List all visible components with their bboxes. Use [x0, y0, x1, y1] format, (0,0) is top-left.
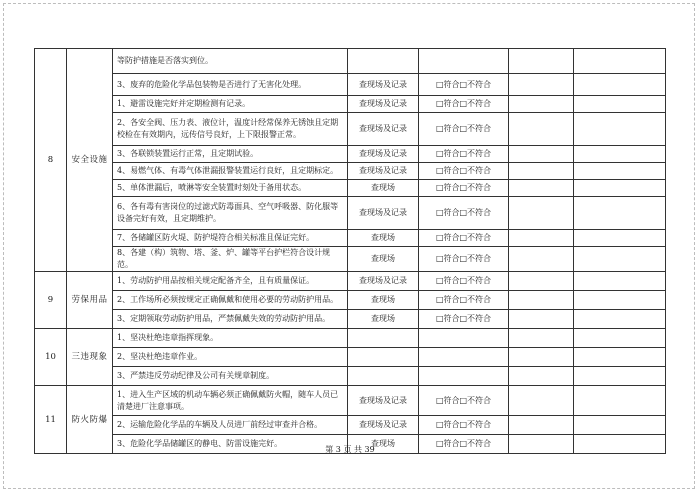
check-item: 1、避雷设施完好并定期检测有记录。	[113, 96, 348, 113]
check-result: □符合□不符合	[419, 310, 509, 329]
table-row	[35, 272, 666, 291]
blank-cell	[574, 146, 666, 163]
page-footer: 第 3 页 共 39	[325, 445, 375, 454]
check-item: 等防护措施是否落实到位。	[113, 49, 348, 74]
check-method: 查现场及记录	[348, 74, 419, 96]
check-result	[419, 367, 509, 386]
check-method: 查现场及记录	[348, 96, 419, 113]
check-method: 查现场	[348, 180, 419, 197]
blank-cell	[574, 272, 666, 291]
blank-cell	[509, 310, 574, 329]
table-row	[35, 113, 666, 146]
blank-cell	[574, 49, 666, 74]
table-row	[35, 49, 666, 74]
blank-cell	[574, 329, 666, 348]
blank-cell	[574, 74, 666, 96]
section-category: 三违现象	[67, 329, 113, 386]
blank-cell	[574, 386, 666, 416]
check-method: 查现场及记录	[348, 163, 419, 180]
check-item: 4、易燃气体、有毒气体泄漏报警装置运行良好，且定期标定。	[113, 163, 348, 180]
table-row	[35, 416, 666, 435]
table-row	[35, 180, 666, 197]
blank-cell	[509, 180, 574, 197]
blank-cell	[509, 272, 574, 291]
check-item: 3、危险化学品储罐区的静电、防雷设施完好。	[113, 435, 348, 454]
blank-cell	[574, 247, 666, 272]
check-item: 5、单体泄漏后，喷淋等安全装置时刻处于备用状态。	[113, 180, 348, 197]
table-row	[35, 329, 666, 348]
check-result	[419, 348, 509, 367]
check-result: □符合□不符合	[419, 291, 509, 310]
check-result: □符合□不符合	[419, 247, 509, 272]
check-item: 3、各联锁装置运行正常，且定期试验。	[113, 146, 348, 163]
check-method: 查现场及记录	[348, 113, 419, 146]
blank-cell	[509, 49, 574, 74]
section-category: 劳保用品	[67, 272, 113, 329]
check-item: 1、劳动防护用品按相关规定配备齐全，且有质量保证。	[113, 272, 348, 291]
blank-cell	[509, 247, 574, 272]
blank-cell	[574, 180, 666, 197]
blank-cell	[509, 416, 574, 435]
blank-cell	[574, 96, 666, 113]
table-row	[35, 74, 666, 96]
section-number: 9	[35, 272, 67, 329]
check-method: 查现场及记录	[348, 272, 419, 291]
blank-cell	[574, 367, 666, 386]
check-result: □符合□不符合	[419, 435, 509, 454]
blank-cell	[509, 96, 574, 113]
section-number: 10	[35, 329, 67, 386]
check-result: □符合□不符合	[419, 416, 509, 435]
blank-cell	[574, 348, 666, 367]
check-method	[348, 348, 419, 367]
table-row	[35, 247, 666, 272]
check-result: □符合□不符合	[419, 74, 509, 96]
check-result: □符合□不符合	[419, 230, 509, 247]
check-method: 查现场及记录	[348, 416, 419, 435]
blank-cell	[574, 230, 666, 247]
check-item: 3、定期领取劳动防护用品，严禁佩戴失效的劳动防护用品。	[113, 310, 348, 329]
check-result: □符合□不符合	[419, 272, 509, 291]
check-result: □符合□不符合	[419, 163, 509, 180]
table-row	[35, 310, 666, 329]
check-result	[419, 49, 509, 74]
check-method: 查现场	[348, 291, 419, 310]
blank-cell	[509, 367, 574, 386]
check-method: 查现场及记录	[348, 197, 419, 230]
check-item: 2、各安全阀、压力表、液位计，温度计经常保养无锈蚀且定期校检在有效期内，远传信号良好，上下限报警正常。	[113, 113, 348, 146]
check-result: □符合□不符合	[419, 96, 509, 113]
check-result: □符合□不符合	[419, 386, 509, 416]
blank-cell	[574, 197, 666, 230]
check-method: 查现场	[348, 310, 419, 329]
inspection-table	[34, 48, 666, 454]
blank-cell	[509, 74, 574, 96]
section-number: 8	[35, 49, 67, 272]
check-method	[348, 49, 419, 74]
check-method: 查现场	[348, 230, 419, 247]
blank-cell	[509, 163, 574, 180]
section-category: 安全设施	[67, 49, 113, 272]
blank-cell	[509, 386, 574, 416]
blank-cell	[509, 291, 574, 310]
check-item: 3、严禁违反劳动纪律及公司有关规章制度。	[113, 367, 348, 386]
table-row	[35, 291, 666, 310]
table-row	[35, 367, 666, 386]
check-item: 2、运输危险化学品的车辆及人员进厂前经过审查并合格。	[113, 416, 348, 435]
check-method	[348, 367, 419, 386]
table-row	[35, 146, 666, 163]
blank-cell	[574, 310, 666, 329]
check-result: □符合□不符合	[419, 197, 509, 230]
check-item: 2、坚决杜绝违章作业。	[113, 348, 348, 367]
blank-cell	[574, 291, 666, 310]
table-row	[35, 163, 666, 180]
blank-cell	[509, 348, 574, 367]
blank-cell	[509, 230, 574, 247]
check-result	[419, 329, 509, 348]
table-row	[35, 96, 666, 113]
check-item: 2、工作场所必须按规定正确佩戴和使用必要的劳动防护用品。	[113, 291, 348, 310]
table-row	[35, 386, 666, 416]
check-method	[348, 329, 419, 348]
check-item: 6、各有毒有害岗位的过滤式防毒面具、空气呼吸器、防化服等设备完好有效，且定期维护。	[113, 197, 348, 230]
table-row	[35, 197, 666, 230]
blank-cell	[509, 113, 574, 146]
check-result: □符合□不符合	[419, 146, 509, 163]
blank-cell	[509, 197, 574, 230]
check-item: 1、进入生产区域的机动车辆必须正确佩戴防火帽，随车人员已清楚进厂注意事项。	[113, 386, 348, 416]
check-method: 查现场及记录	[348, 146, 419, 163]
check-item: 7、各储罐区防火堤、防护堤符合相关标准且保证完好。	[113, 230, 348, 247]
table-row	[35, 348, 666, 367]
check-item: 3、废弃的危险化学品包装物是否进行了无害化处理。	[113, 74, 348, 96]
check-method: 查现场	[348, 435, 419, 454]
blank-cell	[574, 416, 666, 435]
blank-cell	[509, 329, 574, 348]
blank-cell	[574, 163, 666, 180]
check-method: 查现场	[348, 247, 419, 272]
check-item: 8、各建（构）筑物、塔、釜、炉、罐等平台护栏符合设计规范。	[113, 247, 348, 272]
check-method: 查现场及记录	[348, 386, 419, 416]
table-row	[35, 230, 666, 247]
check-result: □符合□不符合	[419, 113, 509, 146]
section-number: 11	[35, 386, 67, 454]
check-item: 1、坚决杜绝违章指挥现象。	[113, 329, 348, 348]
blank-cell	[574, 113, 666, 146]
blank-cell	[509, 146, 574, 163]
check-result: □符合□不符合	[419, 180, 509, 197]
section-category: 防火防爆	[67, 386, 113, 454]
